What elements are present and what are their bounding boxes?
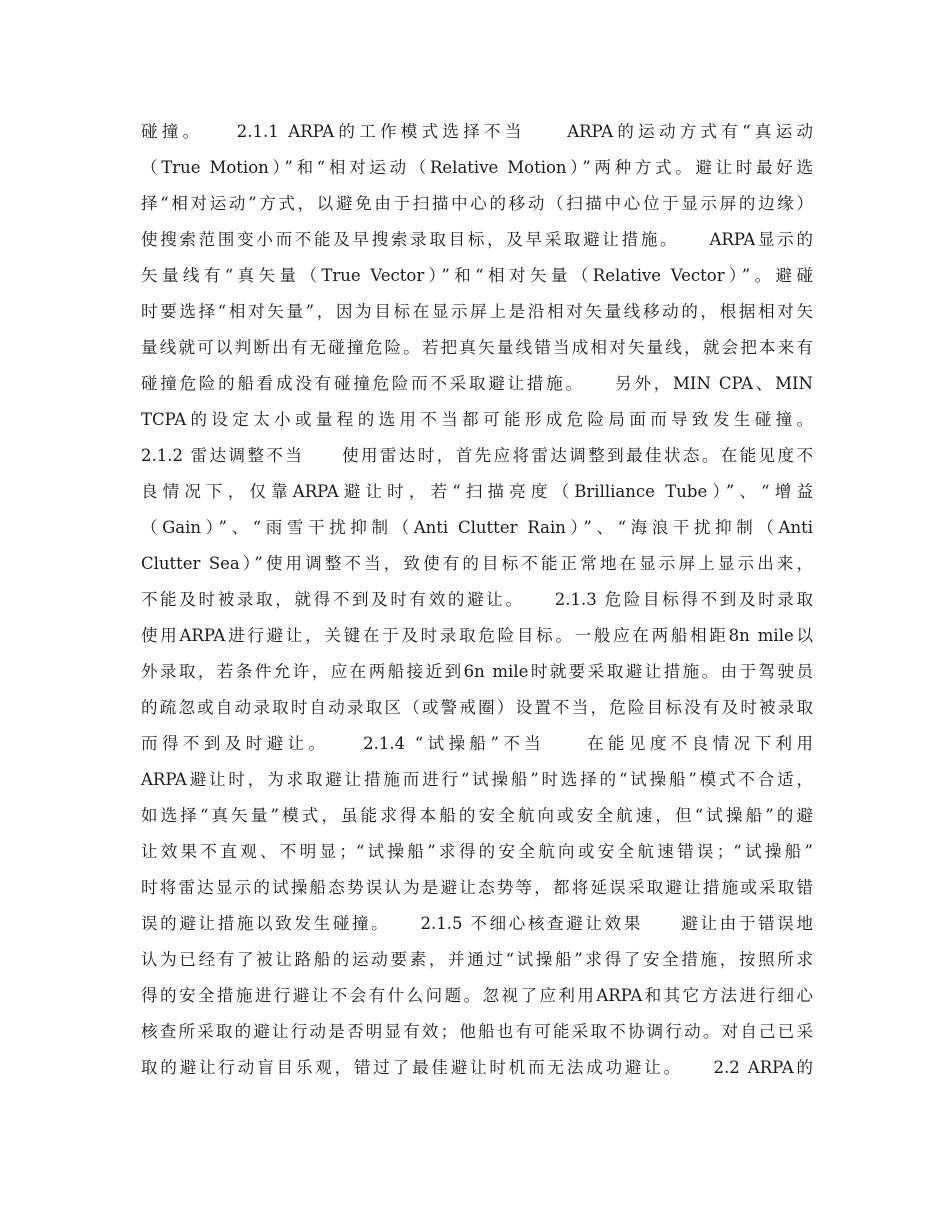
- text-line: 的疏忽或自动录取时自动录取区（或警戒圈）设置不当，危险目标没有及时被录取: [141, 698, 813, 717]
- text-line: 取的避让行动盲目乐观，错过了最佳避让时机而无法成功避让。 2.2 ARPA的: [141, 1058, 813, 1077]
- text-line: ARPA避让时，为求取避让措施而进行“试操船”时选择的“试操船”模式不合适，: [141, 770, 813, 789]
- text-line: 2.1.2 雷达调整不当 使用雷达时，首先应将雷达调整到最佳状态。在能见度不: [141, 446, 813, 465]
- text-line: 矢量线有“真矢量（True Vector）”和“相对矢量（Relative Vector）”。避碰: [141, 266, 813, 285]
- text-line: 量线就可以判断出有无碰撞危险。若把真矢量线错当成相对矢量线，就会把本来有: [141, 338, 813, 357]
- text-line: 使搜索范围变小而不能及早搜索录取目标，及早采取避让措施。 ARPA显示的: [141, 230, 813, 249]
- text-line: Clutter Sea）”使用调整不当，致使有的目标不能正常地在显示屏上显示出来，: [141, 554, 813, 573]
- text-line: 核查所采取的避让行动是否明显有效；他船也有可能采取不协调行动。对自己已采: [141, 1022, 813, 1041]
- text-line: 让效果不直观、不明显；“试操船”求得的安全航向或安全航速错误；“试操船”: [141, 842, 813, 861]
- text-line: 误的避让措施以致发生碰撞。 2.1.5 不细心核查避让效果 避让由于错误地: [141, 914, 813, 933]
- text-line: 得的安全措施进行避让不会有什么问题。忽视了应利用ARPA和其它方法进行细心: [141, 986, 813, 1005]
- text-line: （True Motion）”和“相对运动（Relative Motion）”两种方式。避让时最好选: [141, 158, 813, 177]
- text-line: 时将雷达显示的试操船态势误认为是避让态势等，都将延误采取避让措施或采取错: [141, 878, 813, 897]
- body-text: [141, 114, 813, 1086]
- text-line: 使用ARPA进行避让，关键在于及时录取危险目标。一般应在两船相距8n mile以: [141, 626, 813, 645]
- text-line: 时要选择“相对矢量”，因为目标在显示屏上是沿相对矢量线移动的，根据相对矢: [141, 302, 813, 321]
- text-line: TCPA的设定太小或量程的选用不当都可能形成危险局面而导致发生碰撞。: [141, 410, 813, 429]
- text-line: 外录取，若条件允许，应在两船接近到6n mile时就要采取避让措施。由于驾驶员: [141, 662, 813, 681]
- text-line: 良情况下，仅靠ARPA避让时，若“扫描亮度（Brilliance Tube）”、“增益: [141, 482, 813, 501]
- text-line: 不能及时被录取，就得不到及时有效的避让。 2.1.3 危险目标得不到及时录取: [141, 590, 813, 609]
- text-line: 而得不到及时避让。 2.1.4 “试操船”不当 在能见度不良情况下利用: [141, 734, 813, 753]
- text-line: 认为已经有了被让路船的运动要素，并通过“试操船”求得了安全措施，按照所求: [141, 950, 813, 969]
- text-line: 碰撞危险的船看成没有碰撞危险而不采取避让措施。 另外，MIN CPA、MIN: [141, 374, 813, 393]
- text-line: 碰撞。 2.1.1 ARPA的工作模式选择不当 ARPA的运动方式有“真运动: [141, 122, 813, 141]
- text-line: 择“相对运动”方式，以避免由于扫描中心的移动（扫描中心位于显示屏的边缘）: [141, 194, 813, 213]
- text-line: （Gain）”、“雨雪干扰抑制（Anti Clutter Rain）”、“海浪干扰抑制（Anti: [141, 518, 813, 537]
- text-line: 如选择“真矢量”模式，虽能求得本船的安全航向或安全航速，但“试操船”的避: [141, 806, 813, 825]
